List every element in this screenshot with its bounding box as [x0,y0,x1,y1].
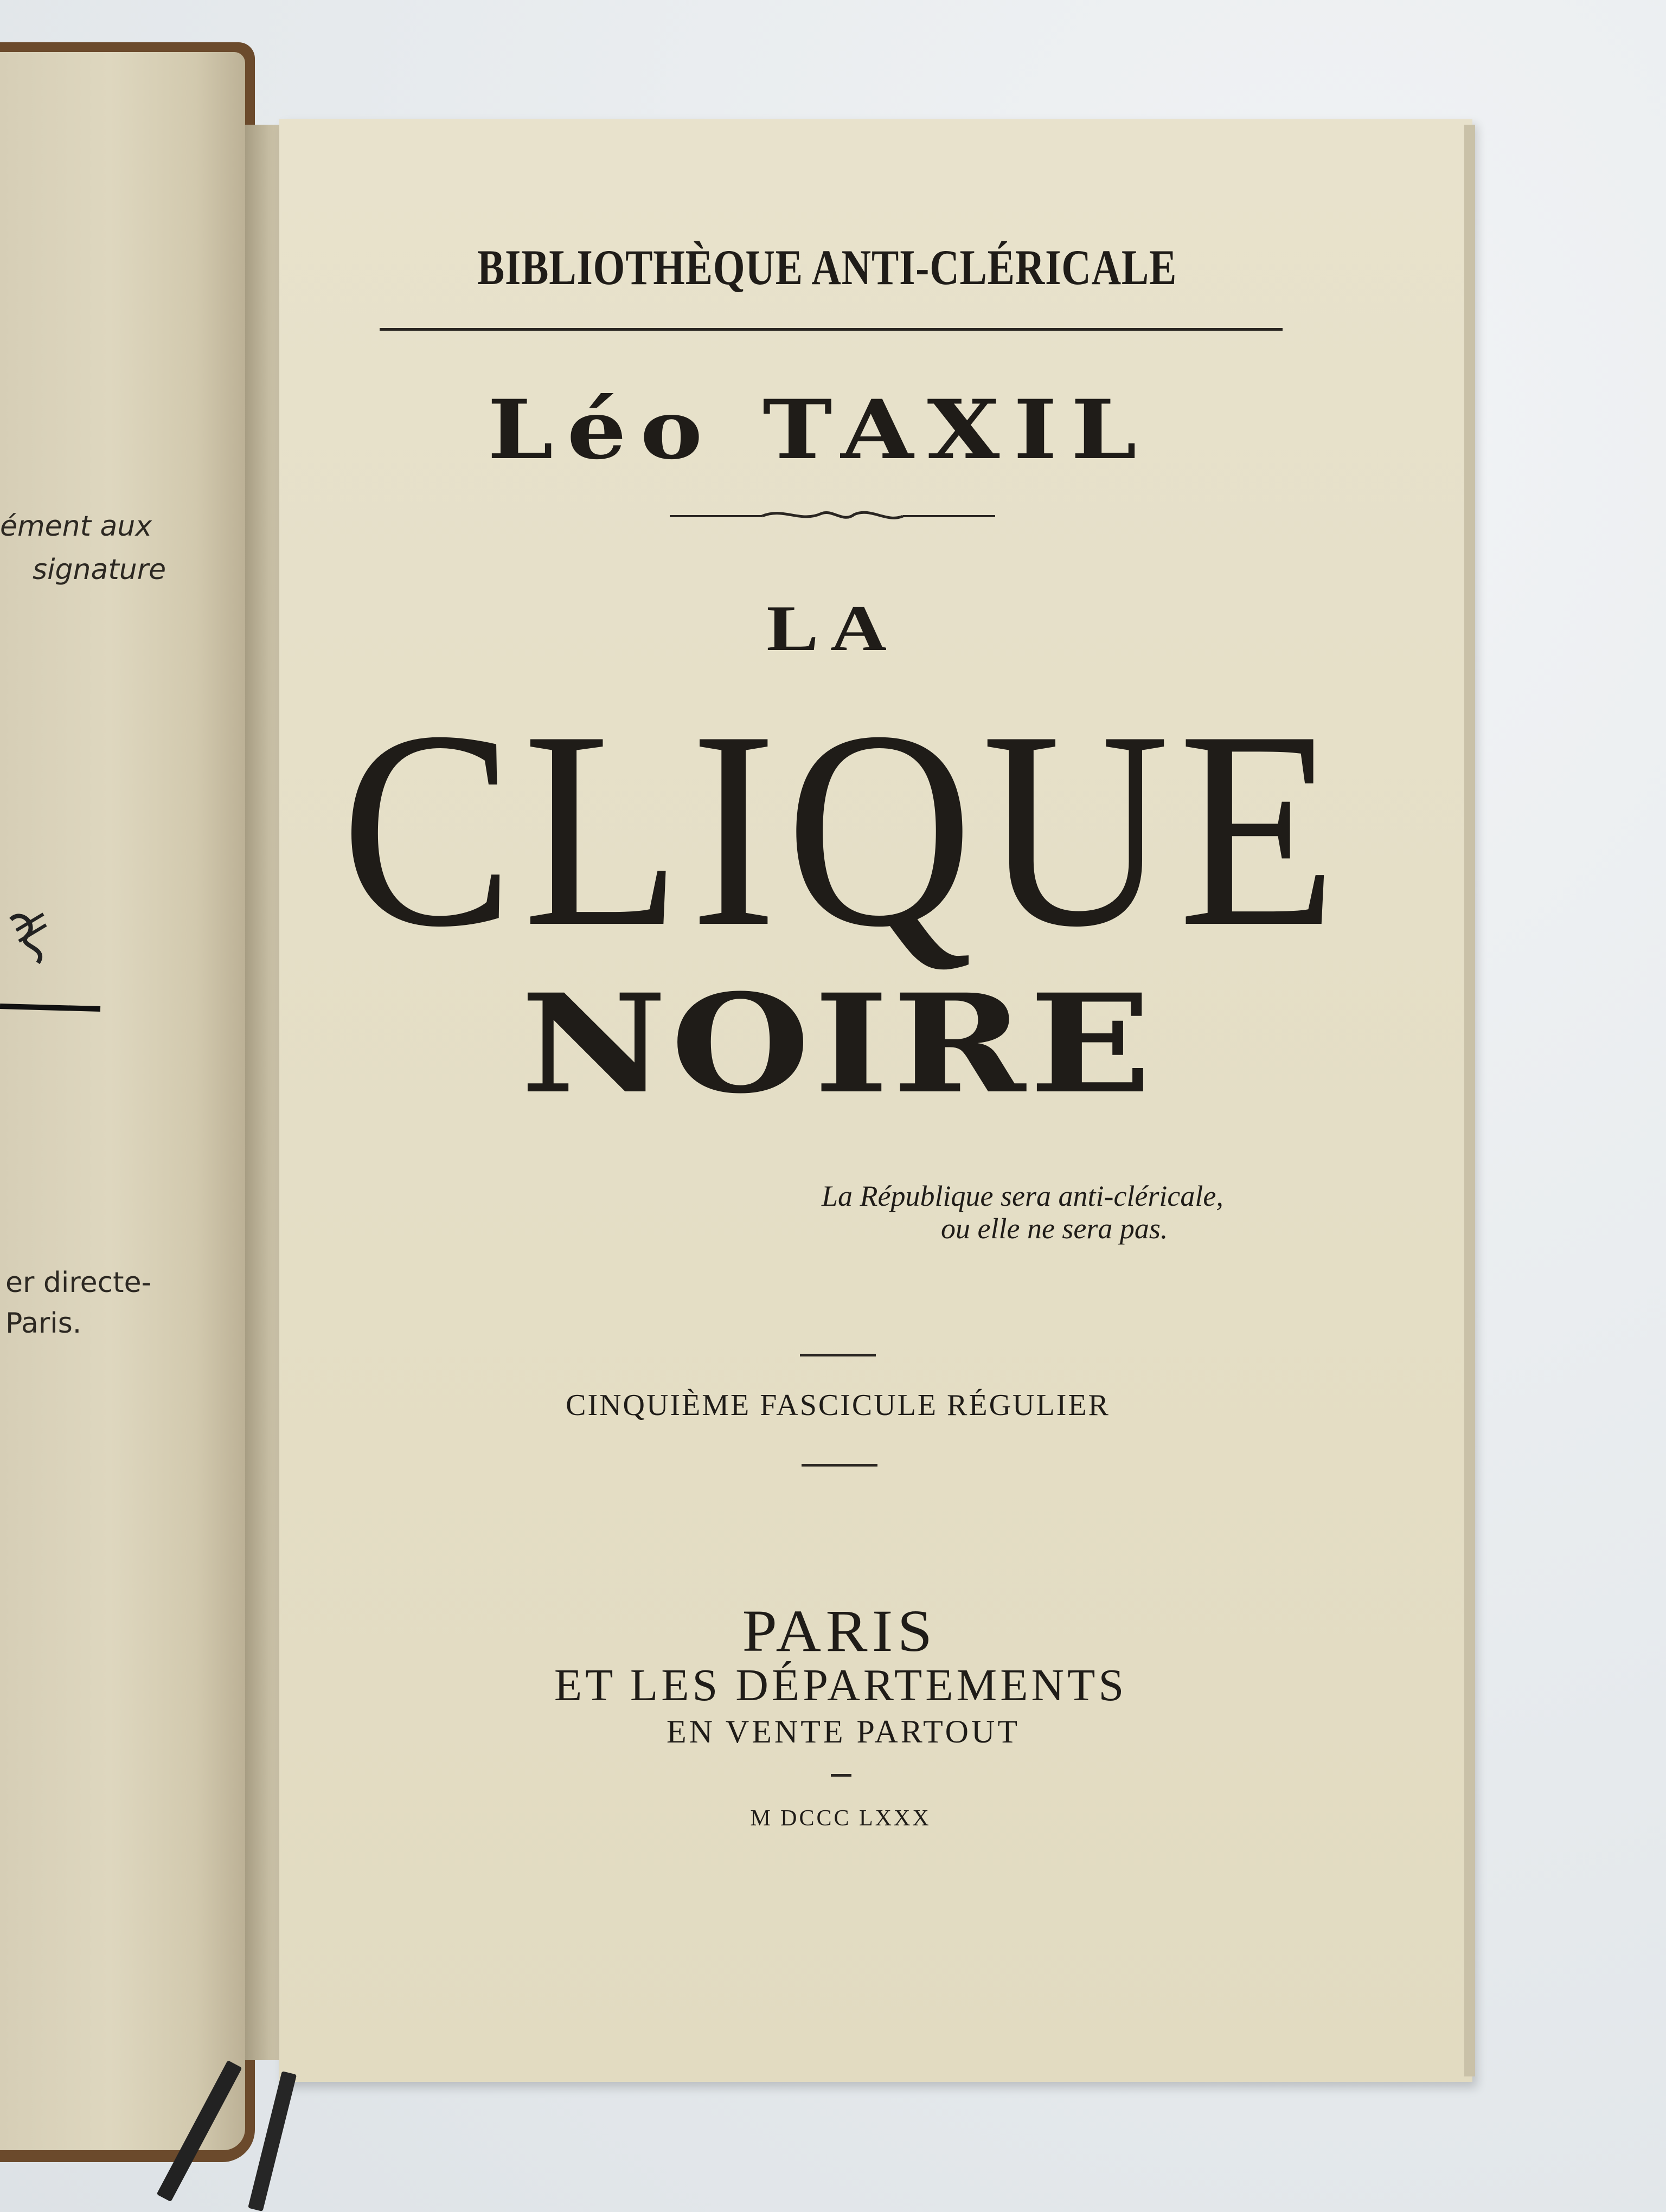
short-rule [800,1354,876,1356]
imprint-city: PARIS [742,1598,937,1664]
title-article: LA [766,592,899,664]
header-rule [380,328,1283,331]
left-page-text-line: signature [33,554,166,586]
ornament-divider [664,501,1001,529]
left-page [0,52,245,2150]
left-page-text-line: er directe- [5,1266,152,1299]
subtitle: NOIRE [520,964,1156,1123]
main-title: CLIQUE [341,673,1346,985]
imprint-line: EN VENTE PARTOUT [667,1714,1020,1750]
short-rule [802,1464,877,1467]
signature-fragment [0,903,108,1023]
fascicule-label: CINQUIÈME FASCICULE RÉGULIER [566,1388,1110,1422]
page-edge [1464,125,1475,2076]
left-page-text-line: Paris. [5,1307,82,1340]
imprint-line: ET LES DÉPARTEMENTS [554,1660,1127,1711]
motto-line: ou elle ne sera pas. [941,1212,1168,1245]
publication-year: M DCCC LXXX [750,1806,931,1831]
left-page-text-line: ément aux [0,510,152,543]
motto-line: La République sera anti-cléricale, [822,1180,1223,1212]
author-name: Léo TAXIL [487,382,1151,478]
series-title: BIBLIOTHÈQUE ANTI-CLÉRICALE [477,240,1177,295]
short-rule [831,1774,851,1777]
